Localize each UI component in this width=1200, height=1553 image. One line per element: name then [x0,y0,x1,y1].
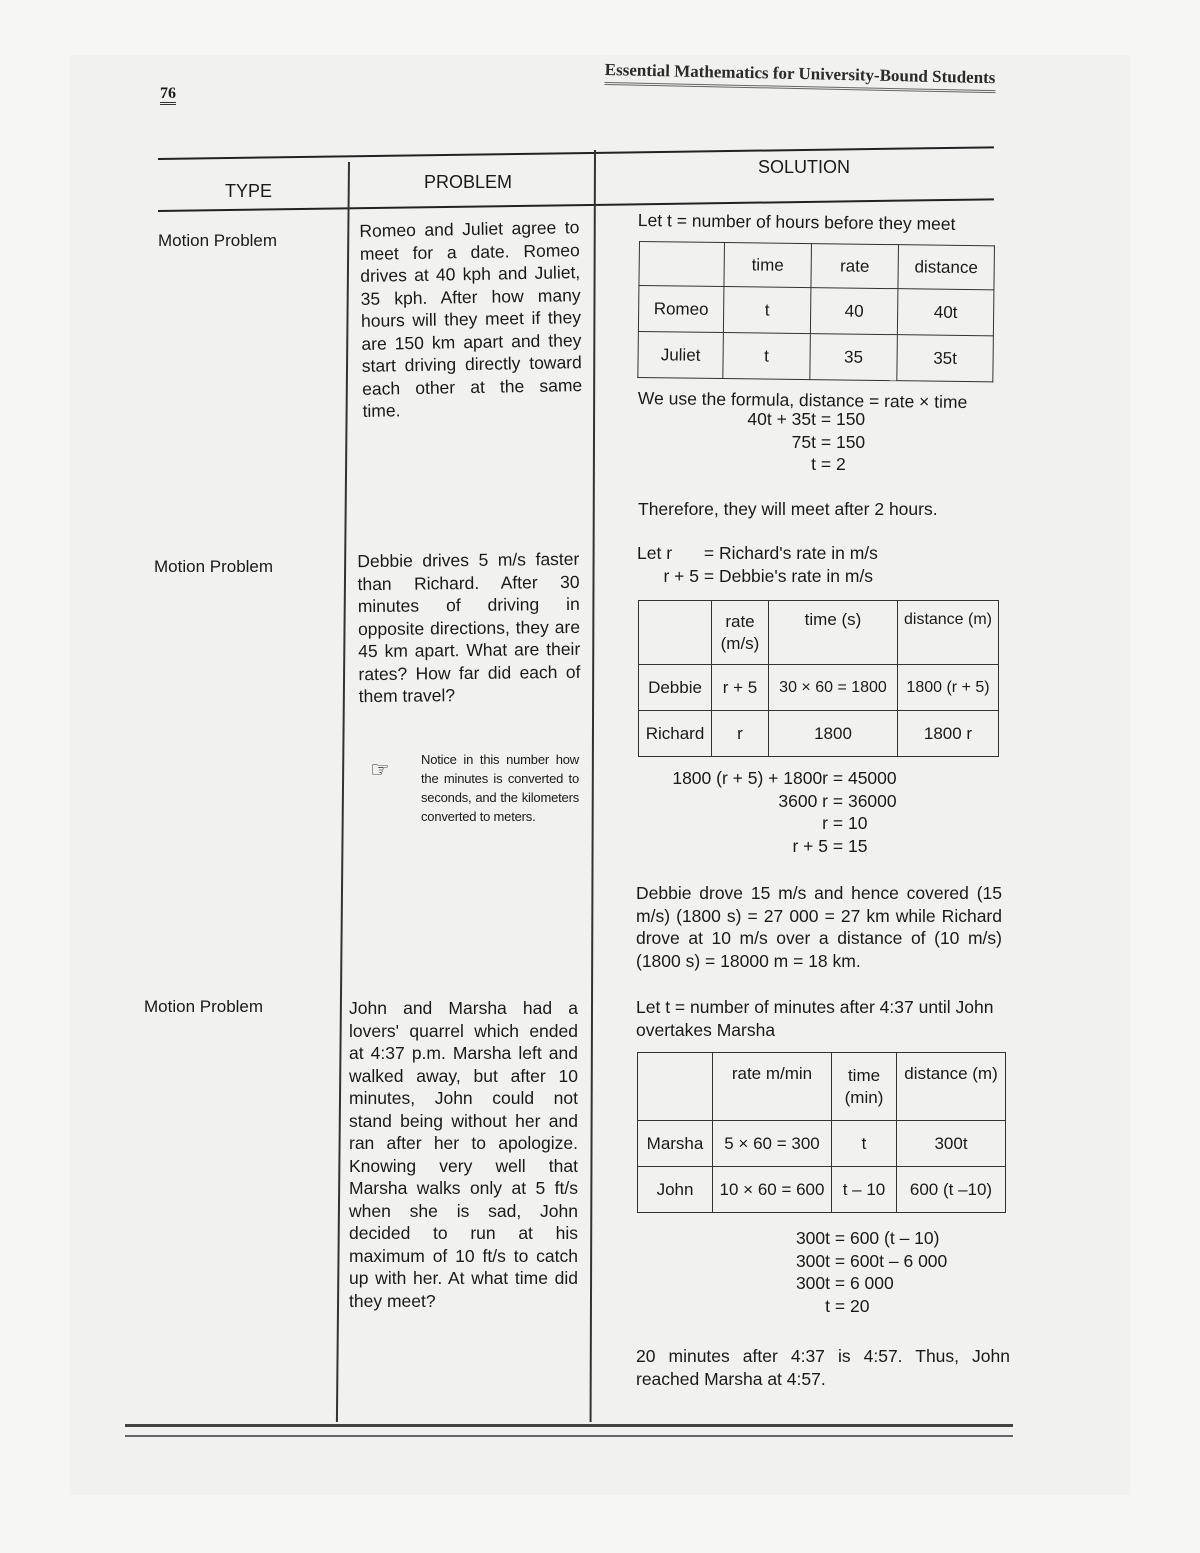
table-header-cell: rate [811,244,899,289]
table-cell: Juliet [638,331,724,378]
page-number: 76 [160,86,176,105]
table-header-cell [639,242,725,287]
table-header-cell: distance (m) [897,1053,1006,1121]
table-cell: John [638,1167,713,1213]
table-cell: 30 × 60 = 1800 [769,665,898,711]
formula-note-1: We use the formula, distance = rate × time [637,387,968,413]
table-header-cell: distance [898,245,995,290]
table-cell: 1800 r [898,711,999,757]
equation-block-3 [740,1227,947,1317]
solution-table-1 [637,241,995,382]
equation-line: t = 20 [825,1295,870,1316]
table-header-cell: rate (m/s) [712,601,769,665]
problem-type-1: Motion Problem [158,231,278,250]
column-header-problem: PROBLEM [424,172,513,192]
table-cell: t [723,287,811,334]
solution-table-3 [637,1052,1006,1213]
equation-line: 40t + 35t = 150 [747,409,866,429]
equation-line: 300t = 600t – 6 000 [795,1250,948,1271]
equation-line: t = 2 [811,454,846,474]
table-cell: 600 (t –10) [897,1167,1006,1213]
conclusion-2: Debbie drove 15 m/s and hence covered (15 m/s) (1800 s) = 27 000 = 27 km while Richard drove at 10 m/s over a distance of (10 m/s)(1800 s) = 18000 m = 18 km. [636,883,1002,971]
equation-block-1 [700,408,865,476]
table-header-cell: time (s) [769,601,898,665]
table-cell: 1800 (r + 5) [898,665,999,711]
column-header-type: TYPE [225,181,273,201]
equation-line: r + 5 = 15 [792,835,868,856]
let-line: r + 5 = Debbie's rate in m/s [663,565,874,586]
equation-line: 75t = 150 [791,431,866,452]
equation-line: 1800 (r + 5) + 1800r = 45000 [672,768,897,788]
table-cell: Romeo [638,286,724,333]
table-header-cell [639,601,712,665]
column-header-solution: SOLUTION [758,157,851,177]
table-header-cell: time (min) [832,1053,897,1121]
equation-block-2 [636,767,897,857]
table-cell: 35t [897,335,994,382]
table-cell: 40 [810,288,898,335]
table-cell: 40t [897,289,994,336]
conclusion-3: 20 minutes after 4:37 is 4:57. Thus, John reached Marsha at 4:57. [636,1346,1010,1389]
table-cell: r + 5 [712,665,769,711]
solution-intro-3: Let t = number of minutes after 4:37 until John overtakes Marsha [636,997,994,1040]
table-header-cell: time [724,243,812,288]
table-cell: Marsha [638,1121,713,1167]
equation-line: r = 10 [822,813,868,833]
table-cell: 1800 [769,711,898,757]
table-cell: t [723,333,811,380]
table-header-cell: distance (m) [898,601,999,665]
side-note-2: Notice in this number how the minutes is converted to seconds, and the kilometers converted to meters. [421,752,579,824]
table-cell: Debbie [639,665,712,711]
bottom-rule [125,1424,1013,1437]
table-cell: 300t [897,1121,1006,1167]
table-cell: 10 × 60 = 600 [713,1167,832,1213]
let-line: Let r = Richard's rate in m/s [637,543,878,563]
table-cell: t – 10 [832,1167,897,1213]
problem-text-2: Debbie drives 5 m/s faster than Richard. After 30 minutes of driving in opposite directions, they are 45 km apart. What are their rates? How far did each of them travel? [357,548,581,707]
problem-type-3: Motion Problem [144,997,264,1016]
table-cell: t [832,1121,897,1167]
table-header-cell: rate m/min [713,1053,832,1121]
equation-line: 3600 r = 36000 [778,790,897,811]
equation-line: 300t = 600 (t – 10) [795,1228,940,1248]
solution-table-2 [638,600,999,757]
running-header: Essential Mathematics for University-Bound Students [604,60,995,93]
solution-intro-1: Let t = number of hours before they meet [637,209,956,234]
conclusion-1: Therefore, they will meet after 2 hours. [638,499,938,519]
problem-text-1: Romeo and Juliet agree to meet for a date. Romeo drives at 40 kph and Juliet, 35 kph. After how many hours will they meet if they are 150 km apart and they start driving directly toward each other at the same time. [359,217,583,421]
table-cell: r [712,711,769,757]
pointing-hand-icon: ☞ [370,757,390,782]
table-cell: Richard [639,711,712,757]
table-header-cell [638,1053,713,1121]
table-cell: 5 × 60 = 300 [713,1121,832,1167]
problem-type-2: Motion Problem [154,557,274,576]
problem-text-3: John and Marsha had a lovers' quarrel which ended at 4:37 p.m. Marsha left and walked away, but after 10 minutes, John could not stand being without her and ran after her to apologize. Knowing very well that Marsha walks only at 5 ft/s when she is sad, John decided to run at his maximum of 10 ft/s to catch up with her. At what time did they meet? [349,998,578,1311]
equation-line: 300t = 6 000 [795,1273,894,1293]
table-cell: 35 [810,334,898,381]
let-lines-2 [637,542,878,587]
